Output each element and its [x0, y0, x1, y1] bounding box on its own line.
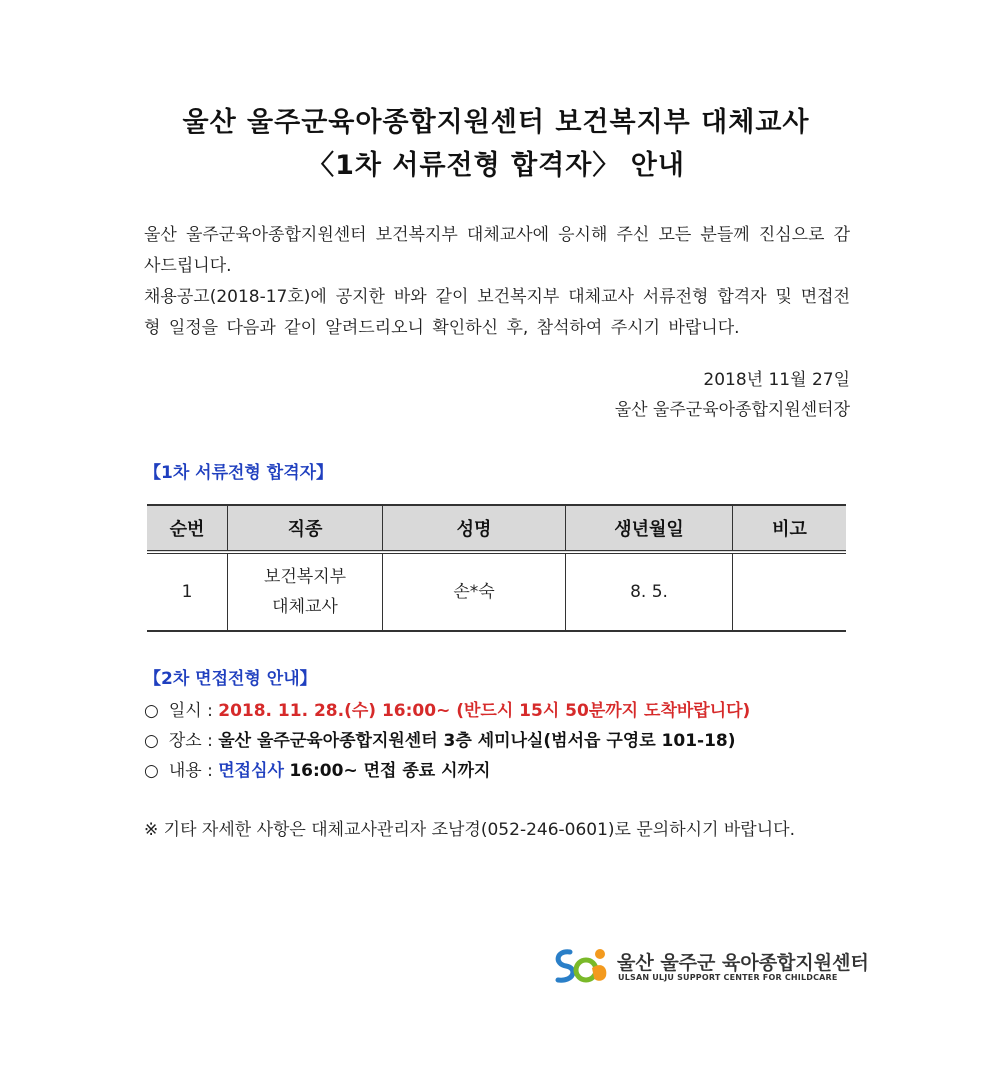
document-title-line2: 〈1차 서류전형 합격자〉 안내 [307, 150, 685, 181]
issuer: 울산 울주군육아종합지원센터장 [614, 400, 850, 420]
col-header-name: 성명 [383, 505, 566, 552]
interview-place-item [144, 726, 736, 751]
bullet-circle-icon: ○ [144, 701, 159, 721]
content-highlight: 면접심사 [218, 761, 284, 781]
logo-english: ULSAN ULJU SUPPORT CENTER FOR CHILDCARE [618, 973, 838, 982]
issue-date: 2018년 11월 27일 [703, 370, 850, 390]
cell-birth: 8. 5. [566, 552, 733, 631]
col-header-job: 직종 [228, 505, 383, 552]
bullet-circle-icon: ○ [144, 731, 159, 751]
results-table [147, 504, 846, 632]
interview-date-item [144, 696, 750, 721]
intro-paragraph-2: 채용공고(2018-17호)에 공지한 바와 같이 보건복지부 대체교사 서류전형 합격자 및 면접전형 일정을 다음과 같이 알려드리오니 확인하신 후, 참석하여 주시기 바랍니다. [144, 287, 850, 338]
cell-job [228, 552, 383, 631]
intro-paragraph [144, 220, 850, 344]
col-header-note: 비고 [733, 505, 847, 552]
contact-note: ※ 기타 자세한 사항은 대체교사관리자 조남경(052-246-0601)로 문의하시기 바랍니다. [144, 820, 795, 840]
place-value: 울산 울주군육아종합지원센터 3층 세미나실(범서읍 구영로 101-18) [218, 731, 736, 751]
document-title-line1: 울산 울주군육아종합지원센터 보건복지부 대체교사 [182, 107, 810, 138]
section2-heading: 【2차 면접전형 안내】 [144, 669, 317, 689]
cell-note [733, 552, 847, 631]
section1-heading: 【1차 서류전형 합격자】 [144, 463, 334, 483]
date-value: 2018. 11. 28.(수) 16:00~ (반드시 15시 50분까지 도착바랍니다) [218, 701, 751, 721]
content-rest: 16:00~ 면접 종료 시까지 [289, 761, 491, 781]
col-header-number: 순번 [147, 505, 228, 552]
cell-job-line2: 대체교사 [272, 597, 338, 617]
content-label: 내용 : [168, 761, 213, 781]
cell-name: 손*숙 [383, 552, 566, 631]
table-row [147, 552, 846, 631]
date-label: 일시 : [168, 701, 213, 721]
place-label: 장소 : [168, 731, 213, 751]
bullet-circle-icon: ○ [144, 761, 159, 781]
table-header-row [147, 505, 846, 552]
cell-job-line1: 보건복지부 [263, 567, 347, 587]
interview-content-item [144, 756, 490, 781]
intro-paragraph-1: 울산 울주군육아종합지원센터 보건복지부 대체교사에 응시해 주신 모든 분들께 진심으로 감사드립니다. [144, 225, 850, 276]
logo-name: 울산 울주군 육아종합지원센터 [617, 952, 869, 974]
col-header-birth: 생년월일 [566, 505, 733, 552]
cell-number: 1 [147, 552, 228, 631]
signature-block [615, 365, 850, 425]
